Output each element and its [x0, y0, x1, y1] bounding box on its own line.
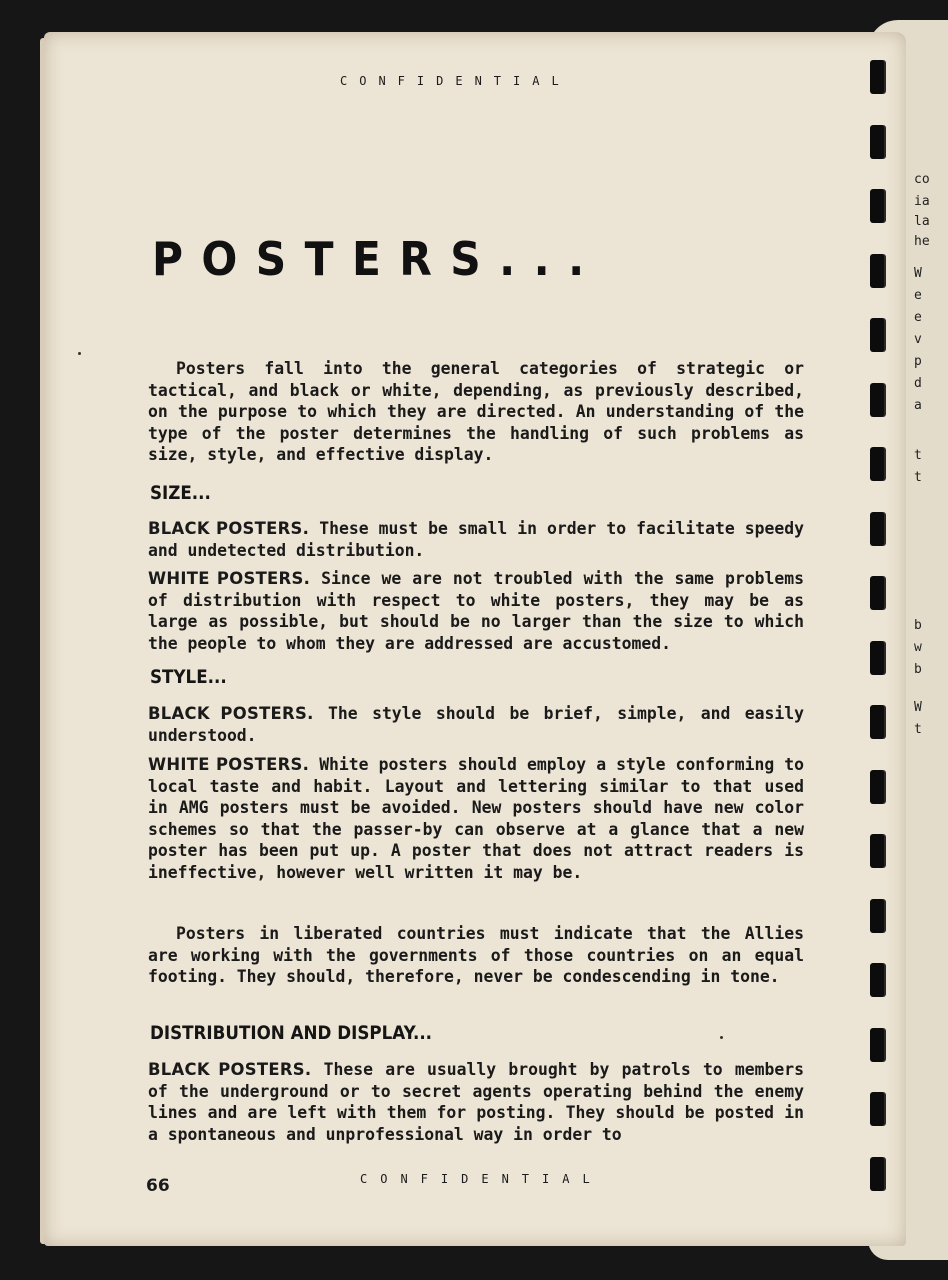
section-heading-style: STYLE...	[150, 666, 227, 688]
next-page-text: he	[914, 234, 930, 249]
paragraph-text: The style should be brief, simple, and easily understood.	[148, 704, 805, 745]
paragraph-lead: WHITE POSTERS.	[148, 755, 310, 774]
intro-paragraph: Posters fall into the general categories of strategic or tactical, and black or white, depending, as previously described, on the purpose to which they are directed. An understanding of the type of the poster determines the handling of such problems as size, style, and effective display.	[148, 359, 804, 464]
paragraph-text: Since we are not troubled with the same problems of distribution with respect to white posters, they may be as large as possible, but should be no larger than the size to which the people to whom they are addressed are accustomed.	[148, 569, 804, 653]
paragraph-text: These are usually brought by patrols to members of the underground or to secret agents operating behind the enemy lines and are left with them for posting. They should be posted in a spontaneous and unprofessional way in order to	[148, 1060, 804, 1144]
section-heading-distribution: DISTRIBUTION AND DISPLAY...	[150, 1022, 433, 1044]
binding-ring	[870, 254, 884, 288]
next-page-text: e	[914, 310, 922, 325]
page-number: 66	[146, 1176, 170, 1196]
next-page-text: e	[914, 288, 922, 303]
binding-ring	[870, 641, 884, 675]
paragraph-lead: BLACK POSTERS.	[148, 1060, 312, 1079]
paragraph-text: White posters should employ a style conforming to local taste and habit. Layout and lettering similar to that used in AMG posters must be avoided. New posters should have new color schemes so that the passer-by can observe at a glance that a new poster has been put up. A poster that does not attract readers is ineffective, however well written it may be.	[148, 755, 804, 882]
binding-ring	[870, 963, 884, 997]
next-page-text: W	[914, 266, 922, 281]
binding-ring	[870, 834, 884, 868]
paper-speck	[720, 1036, 723, 1039]
paragraph-lead: WHITE POSTERS.	[148, 569, 311, 588]
style-black-paragraph	[148, 703, 804, 746]
next-page-text: b	[914, 618, 922, 633]
next-page-text: t	[914, 722, 922, 737]
section-heading-size: SIZE...	[150, 482, 211, 504]
paragraph-text: These must be small in order to facilitate speedy and undetected distribution.	[148, 519, 804, 560]
style-white-paragraph	[148, 754, 804, 883]
paragraph-lead: BLACK POSTERS.	[148, 704, 314, 723]
binding-ring	[870, 189, 884, 223]
spiral-binding	[864, 60, 900, 1220]
paragraph-lead: BLACK POSTERS.	[148, 519, 310, 538]
next-page-text: ia	[914, 194, 930, 209]
binding-ring	[870, 318, 884, 352]
next-page-text: p	[914, 354, 922, 369]
binding-ring	[870, 125, 884, 159]
distribution-black-paragraph	[148, 1059, 804, 1145]
binding-ring	[870, 899, 884, 933]
size-black-paragraph	[148, 518, 804, 561]
binding-ring	[870, 705, 884, 739]
liberated-countries-paragraph: Posters in liberated countries must indicate that the Allies are working with the governments of those countries on an equal footing. They should, therefore, never be condescending in tone.	[148, 924, 804, 986]
next-page-text: v	[914, 332, 922, 347]
next-page-text: co	[914, 172, 930, 187]
next-page-text: a	[914, 398, 922, 413]
size-white-paragraph	[148, 568, 804, 654]
paper-speck	[78, 352, 81, 355]
next-page-text: b	[914, 662, 922, 677]
next-page-text: w	[914, 640, 922, 655]
next-page-text: t	[914, 470, 922, 485]
binding-ring	[870, 383, 884, 417]
next-page-text: d	[914, 376, 922, 391]
binding-ring	[870, 512, 884, 546]
binding-ring	[870, 576, 884, 610]
binding-ring	[870, 60, 884, 94]
binding-ring	[870, 447, 884, 481]
next-page-text: la	[914, 214, 930, 229]
next-page-text: W	[914, 700, 922, 715]
page-title: POSTERS...	[152, 232, 603, 286]
header-confidential: CONFIDENTIAL	[340, 74, 571, 88]
footer-confidential: CONFIDENTIAL	[360, 1172, 603, 1186]
next-page-text: t	[914, 448, 922, 463]
binding-ring	[870, 770, 884, 804]
binding-ring	[870, 1157, 884, 1191]
binding-ring	[870, 1092, 884, 1126]
binding-ring	[870, 1028, 884, 1062]
